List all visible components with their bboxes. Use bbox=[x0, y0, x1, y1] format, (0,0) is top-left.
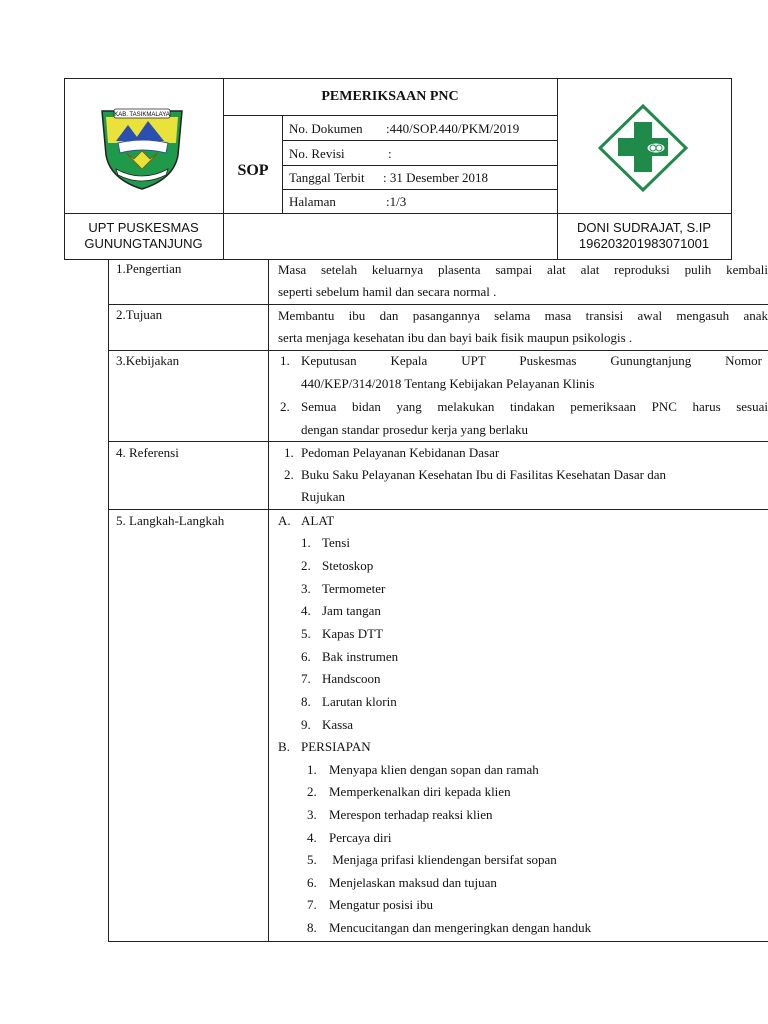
revision-label: No. Revisi bbox=[289, 146, 345, 161]
group-a-letter: A. bbox=[278, 513, 291, 528]
doc-number-label: No. Dokumen bbox=[289, 121, 363, 136]
referensi-item-number: 1. bbox=[284, 445, 294, 460]
kebijakan-item-line2: 440/KEP/314/2018 Tentang Kebijakan Pelayanan Klinis bbox=[301, 376, 595, 391]
referensi-item-number: 2. bbox=[284, 467, 294, 482]
sop-label: SOP bbox=[237, 162, 269, 179]
tujuan-text-line1: Membantu ibu dan pasangannya selama masa transisi awal mengasuh anak bbox=[278, 308, 768, 323]
org-location: GUNUNGTANJUNG bbox=[84, 236, 203, 251]
signer-nip: 196203201983071001 bbox=[578, 236, 710, 251]
page-value: :1/3 bbox=[386, 194, 407, 209]
pengertian-label: 1.Pengertian bbox=[116, 261, 182, 276]
issue-date-value: : 31 Desember 2018 bbox=[383, 170, 489, 185]
group-b-letter: B. bbox=[278, 739, 290, 754]
svg-text:KAB. TASIKMALAYA: KAB. TASIKMALAYA bbox=[114, 112, 170, 118]
group-b-heading: PERSIAPAN bbox=[301, 739, 371, 754]
kebijakan-item-line2: dengan standar prosedur kerja yang berlaku bbox=[301, 422, 529, 437]
page-label: Halaman bbox=[289, 194, 336, 209]
doc-number-value: :440/SOP.440/PKM/2019 bbox=[386, 121, 520, 136]
regency-logo bbox=[94, 103, 190, 191]
referensi-item-line1: Pedoman Pelayanan Kebidanan Dasar bbox=[301, 445, 500, 460]
kebijakan-item-line1: Semua bidan yang melakukan tindakan pemeriksaan PNC harus sesuai bbox=[301, 399, 768, 414]
kebijakan-label: 3.Kebijakan bbox=[116, 353, 180, 368]
puskesmas-logo bbox=[598, 104, 688, 192]
pengertian-text-line1: Masa setelah keluarnya plasenta sampai alat alat reproduksi pulih kembali bbox=[278, 262, 768, 277]
issue-date-label: Tanggal Terbit bbox=[289, 170, 365, 185]
tujuan-label: 2.Tujuan bbox=[116, 307, 163, 322]
langkah-label: 5. Langkah-Langkah bbox=[116, 513, 225, 528]
org-name: UPT PUSKESMAS bbox=[88, 220, 199, 235]
referensi-item-line2: Rujukan bbox=[301, 489, 346, 504]
revision-value: : bbox=[388, 146, 392, 161]
pengertian-text-line2: seperti sebelum hamil dan secara normal . bbox=[278, 284, 497, 299]
kebijakan-item-number: 1. bbox=[280, 353, 290, 368]
kebijakan-item-line1: Keputusan Kepala UPT Puskesmas Gunungtanjung Nomor bbox=[301, 353, 762, 368]
tujuan-text-line2: serta menjaga kesehatan ibu dan bayi baik fisik maupun psikologis . bbox=[278, 330, 633, 345]
group-a-heading: ALAT bbox=[301, 513, 335, 528]
page-title: PEMERIKSAAN PNC bbox=[321, 89, 459, 104]
referensi-item-line1: Buku Saku Pelayanan Kesehatan Ibu di Fasilitas Kesehatan Dasar dan bbox=[301, 467, 666, 482]
kebijakan-item-number: 2. bbox=[280, 399, 290, 414]
referensi-label: 4. Referensi bbox=[116, 445, 179, 460]
signer-name: DONI SUDRAJAT, S.IP bbox=[576, 220, 712, 235]
